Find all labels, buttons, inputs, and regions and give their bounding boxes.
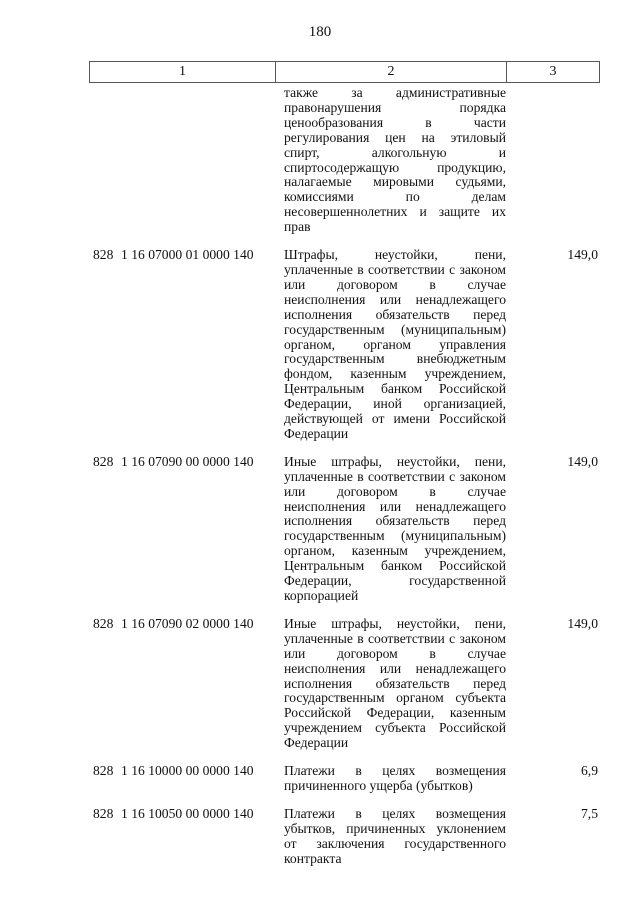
code-cell	[89, 807, 275, 867]
code-cell	[89, 248, 275, 442]
table-body	[89, 86, 600, 867]
table-row	[89, 807, 600, 867]
budget-code: 1 16 10050 00 0000 140	[121, 805, 254, 821]
table-row-continuation	[89, 86, 600, 235]
budget-code: 1 16 07090 00 0000 140	[121, 453, 254, 469]
admin-code: 828	[93, 615, 114, 631]
row-value: 149,0	[567, 615, 598, 631]
row-value: 149,0	[567, 453, 598, 469]
continuation-text: также за административные правонарушения порядка ценообразования в части регулирования цен на этиловый спирт, алкогольную и спиртосодержащую продукцию, налагаемые мировыми судьями, комиссиями по делам несовершеннолетних и защите их прав	[284, 85, 506, 235]
code-cell	[89, 764, 275, 794]
table-row	[89, 617, 600, 751]
column-header-3: 3	[549, 64, 557, 79]
code-cell	[89, 455, 275, 604]
table-header	[89, 61, 600, 83]
admin-code: 828	[93, 247, 114, 263]
budget-code: 1 16 07090 02 0000 140	[121, 615, 254, 631]
table-row	[89, 248, 600, 442]
value-cell-empty	[506, 86, 600, 235]
row-description: Иные штрафы, неустойки, пени, уплаченные в соответствии с законом или договором в случае неисполнения или ненадлежащего исполнения обязательств перед государственным (муниципальным) органом, казенным учреждением, Центральным банком Российской Федерации, государственной корпорацией	[284, 453, 506, 603]
row-value: 6,9	[581, 763, 598, 779]
budget-code: 1 16 10000 00 0000 140	[121, 763, 254, 779]
table-row	[89, 764, 600, 794]
code-cell-empty	[89, 86, 275, 235]
row-description: Иные штрафы, неустойки, пени, уплаченные в соответствии с законом или договором в случае неисполнения или ненадлежащего исполнения обязательств перед государственным органом субъекта Российской Федерации, казенным учреждением субъекта Российской Федерации	[284, 615, 506, 751]
code-cell	[89, 617, 275, 751]
row-value: 7,5	[581, 805, 598, 821]
row-description: Штрафы, неустойки, пени, уплаченные в соответствии с законом или договором в случае неисполнения или ненадлежащего исполнения обязательств перед государственным (муниципальным) органом, органом управления государственным внебюджетным фондом, казенным учреждением, Центральным банком Российской Федерации, иной организацией, действующей от имени Российской Федерации	[284, 247, 506, 441]
page-number: 180	[308, 24, 332, 40]
column-header-1: 1	[90, 62, 276, 82]
table-row	[89, 455, 600, 604]
row-description: Платежи в целях возмещения причиненного ущерба (убытков)	[284, 763, 506, 793]
budget-code: 1 16 07000 01 0000 140	[121, 247, 254, 263]
admin-code: 828	[93, 453, 114, 469]
row-value: 149,0	[567, 247, 598, 263]
column-header-2: 2	[276, 62, 507, 82]
admin-code: 828	[93, 805, 114, 821]
row-description: Платежи в целях возмещения убытков, причиненных уклонением от заключения государственного контракта	[284, 805, 506, 866]
admin-code: 828	[93, 763, 114, 779]
